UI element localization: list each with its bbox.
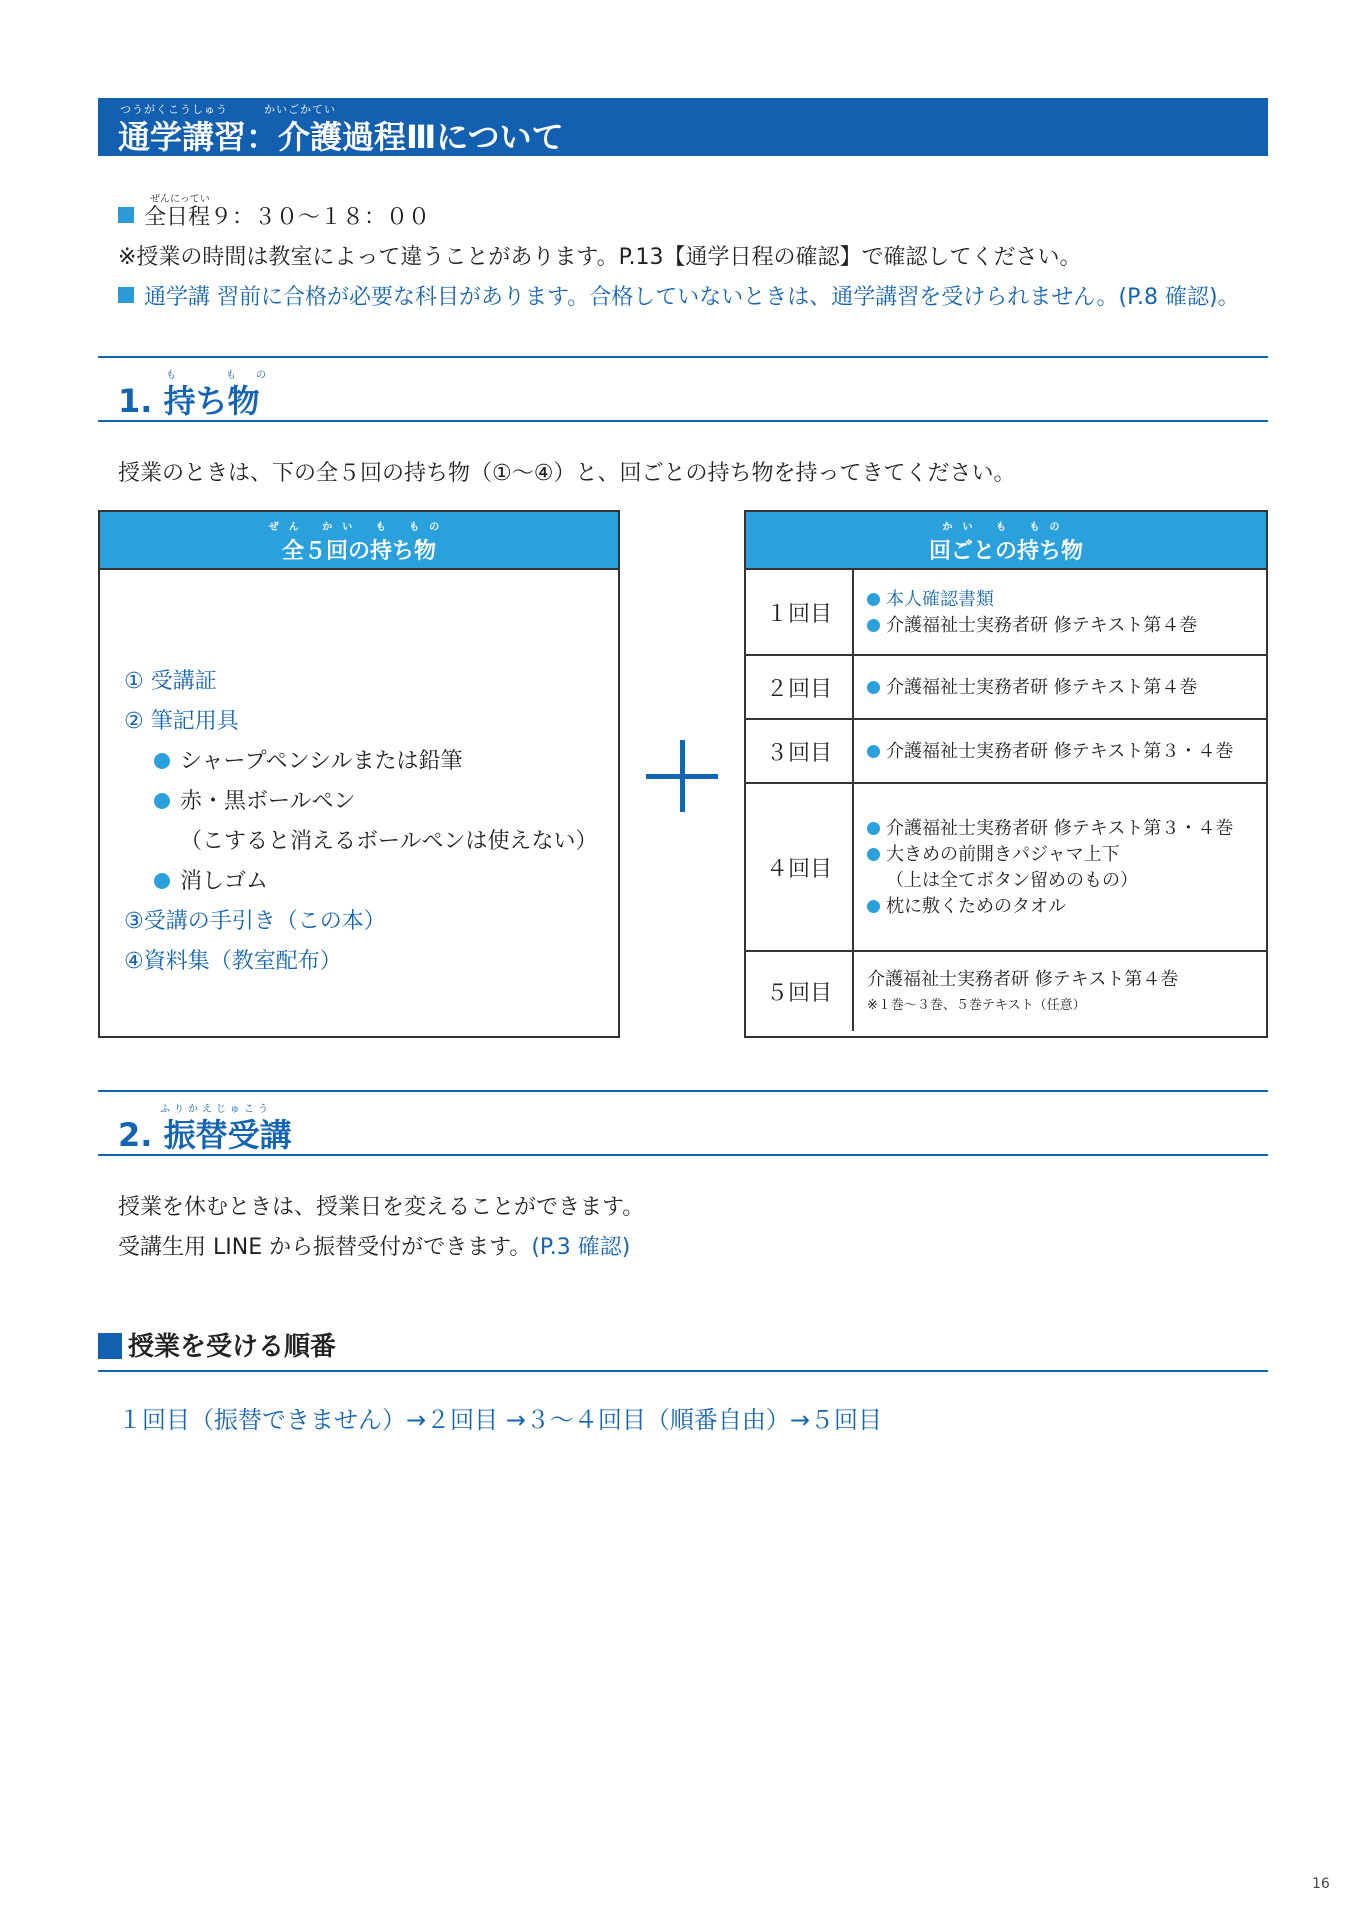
row4-line3: （上は全てボタン留めのもの） (886, 870, 1138, 891)
circle-bullet-icon (867, 848, 880, 861)
order-rule (98, 1370, 1268, 1372)
prerequisite-text: 通学講 習前に合格が必要な科目があります。合格していないときは、通学講習を受けられません。(P.8 確認)。 (144, 285, 1240, 310)
section2-heading-ruby: ふりかえじゅこう (160, 1104, 272, 1115)
table-row (746, 569, 1266, 655)
section2-line2-text: 受講生用 LINE から振替受付ができます。 (118, 1235, 532, 1260)
circle-bullet-icon (154, 873, 170, 889)
schedule-text: 全日程９：３０～１８：００ (144, 205, 431, 230)
row5-line1: 介護福祉士実務者研 修テキスト第４巻 (867, 968, 1179, 990)
circle-bullet-icon (867, 900, 880, 913)
section2-bottom-rule (98, 1154, 1268, 1156)
section1-heading: 1. 持ち物 (118, 382, 260, 420)
row2-line1: 介護福祉士実務者研 修テキスト第４巻 (867, 675, 1265, 701)
section2-line2-ref: (P.3 確認) (531, 1235, 631, 1260)
list-item-pencil: シャープペンシルまたは鉛筆 (124, 742, 598, 782)
all-sessions-title-ruby: ぜん かい も もの (268, 522, 450, 533)
list-item-guidebook: ③受講の手引き（この本） (124, 909, 386, 934)
session-5-key: ５回目 (746, 951, 853, 1031)
row1-line2: 介護福祉士実務者研 修テキスト第４巻 (867, 613, 1265, 639)
circle-bullet-icon (867, 822, 880, 835)
row1-line1: 本人確認書類 (867, 587, 1265, 613)
schedule-ruby: ぜんにってい (150, 194, 210, 205)
section1-heading-ruby: も もの (166, 370, 286, 381)
row5-line2: ※１巻～３巻、５巻テキスト（任意） (867, 997, 1086, 1013)
circle-bullet-icon (154, 753, 170, 769)
list-item-ballpen-note: （こすると消えるボールペンは使えない） (180, 829, 598, 854)
list-item-materials: ④資料集（教室配布） (124, 949, 342, 974)
page-title-ruby: つうがくこうしゅう かいごかてい (120, 103, 336, 116)
list-item-ballpen: 赤・黒ボールペン (124, 782, 598, 822)
page-title: 通学講習：介護過程Ⅲについて (118, 118, 564, 156)
order-text: １回目（振替できません）→２回目 →３～４回目（順番自由）→５回目 (118, 1406, 882, 1434)
page-number: 16 (1312, 1876, 1330, 1892)
circle-bullet-icon (867, 619, 880, 632)
circle-bullet-icon (867, 745, 880, 758)
plus-icon-vertical (680, 740, 685, 812)
row4-line4: 枕に敷くためのタオル (867, 894, 1265, 920)
prerequisite-line (118, 280, 1240, 311)
per-session-title: 回ごとの持ち物 (928, 539, 1083, 564)
section2-top-rule (98, 1090, 1268, 1092)
square-bullet-icon (118, 287, 134, 303)
list-item-eraser: 消しゴム (124, 862, 598, 902)
circle-bullet-icon (867, 593, 880, 606)
square-heading-icon (98, 1333, 122, 1359)
section1-top-rule (98, 356, 1268, 358)
list-item-id-card: ① 受講証 (124, 669, 217, 694)
per-session-title-ruby: かい も もの (942, 522, 1070, 533)
square-bullet-icon (118, 207, 134, 223)
section1-bottom-rule (98, 420, 1268, 422)
table-row (746, 719, 1266, 783)
per-session-items-box (744, 510, 1268, 1038)
all-sessions-items-box (98, 510, 620, 1038)
table-row (746, 783, 1266, 951)
per-session-table (746, 568, 1266, 1031)
session-1-key: １回目 (746, 569, 853, 655)
order-heading-line (98, 1326, 336, 1363)
all-sessions-title: 全５回の持ち物 (281, 539, 436, 564)
row3-line1: 介護福祉士実務者研 修テキスト第３・４巻 (867, 739, 1265, 765)
section2-heading: 2. 振替受講 (118, 1116, 292, 1154)
session-3-key: ３回目 (746, 719, 853, 783)
section1-lead: 授業のときは、下の全５回の持ち物（①～④）と、回ごとの持ち物を持ってきてください。 (118, 461, 1016, 486)
row4-line1: 介護福祉士実務者研 修テキスト第３・４巻 (867, 816, 1265, 842)
session-2-key: ２回目 (746, 655, 853, 719)
order-heading: 授業を受ける順番 (128, 1332, 337, 1362)
all-sessions-list (124, 662, 598, 982)
page-title-bar (98, 98, 1268, 156)
schedule-line (118, 200, 430, 231)
section2-line2 (118, 1230, 630, 1261)
session-4-key: ４回目 (746, 783, 853, 951)
section2-line1: 授業を休むときは、授業日を変えることができます。 (118, 1195, 645, 1220)
circle-bullet-icon (867, 681, 880, 694)
table-row (746, 951, 1266, 1031)
schedule-note: ※授業の時間は教室によって違うことがあります。P.13【通学日程の確認】で確認してください。 (118, 245, 1082, 270)
table-row (746, 655, 1266, 719)
circle-bullet-icon (154, 793, 170, 809)
all-sessions-box-header (100, 512, 618, 570)
list-item-writing-tools: ② 筆記用具 (124, 709, 239, 734)
row4-line2: 大きめの前開きパジャマ上下 (867, 842, 1265, 868)
per-session-box-header (746, 512, 1266, 568)
